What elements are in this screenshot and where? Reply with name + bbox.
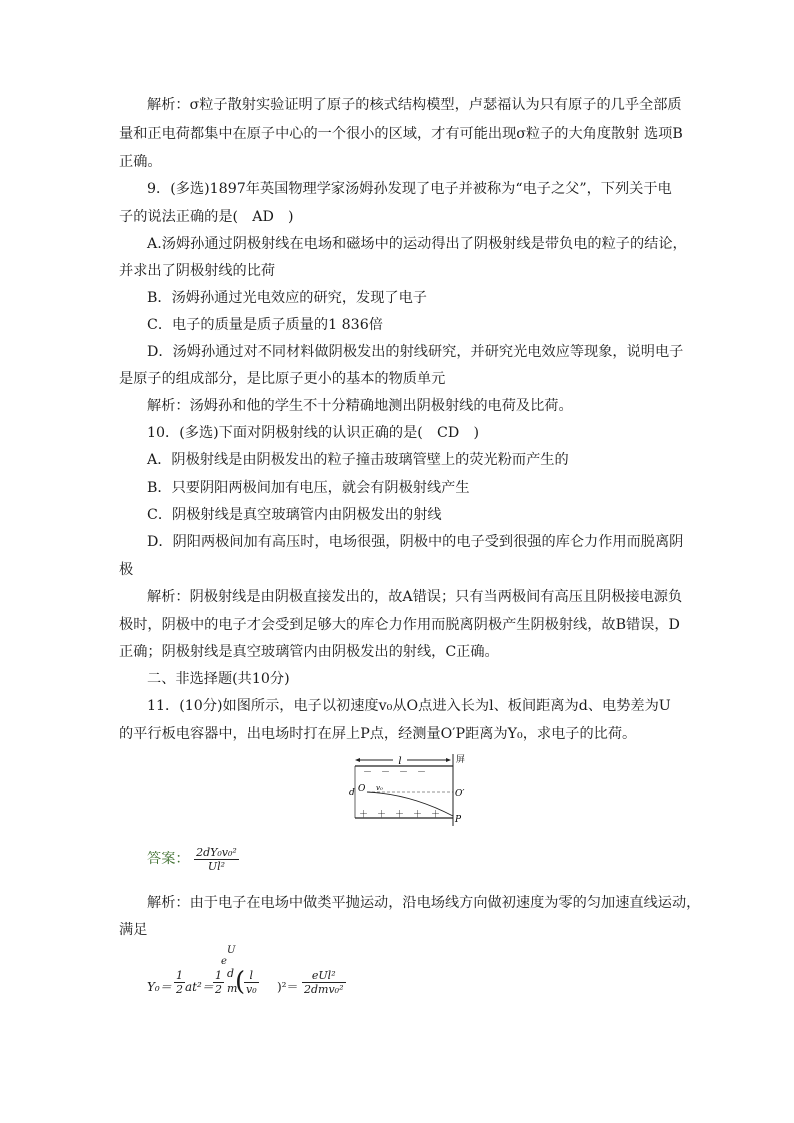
d-label: d (349, 788, 355, 798)
capacitor-diagram (345, 752, 465, 828)
question-9-option-a: A.汤姆孙通过阴极射线在电场和磁场中的运动得出了阴极射线是带负电的粒子的结论， (147, 236, 687, 252)
question-10-stem: 10．(多选)下面对阴极射线的认识正确的是( CD ) (147, 425, 479, 441)
formula-u: U (227, 945, 236, 956)
question-9-option-d: D．汤姆孙通过对不同材料做阴极发出的射线研究，并研究光电效应等现象，说明电子 (147, 344, 684, 360)
formula-half-1: $\frac{1}{2}$ (176, 969, 183, 996)
formula-d: d (227, 967, 235, 980)
answer-block (147, 845, 239, 873)
question-10-option-b: B．只要阴阳两极间加有电压，就会有阴极射线产生 (147, 480, 470, 496)
formula-half-2: $\frac{1}{2}$ (215, 969, 222, 996)
length-label: l (398, 756, 402, 767)
formula-inner-fraction: $\frac{l}{\text{v₀}}$ (246, 969, 257, 996)
formula-open-paren: ( (235, 967, 246, 997)
o-label: O (358, 784, 366, 794)
question-11-stem: 11．(10分)如图所示，电子以初速度v₀从O点进入长为l、板间距离为d、电势差为U (147, 698, 671, 714)
explanation-8-line-1: 解析：σ粒子散射实验证明了原子的核式结构模型，卢瑟福认为只有原子的几乎全部质 (147, 97, 682, 113)
formula-rhs-fraction: eUl² 2dmv₀² (304, 969, 344, 996)
v0-label: v₀ (376, 784, 383, 792)
question-9-stem: 9．(多选)1897年英国物理学家汤姆孙发现了电子并被称为“电子之父”，下列关于电 (147, 181, 672, 197)
question-10-option-d: D．阴阳两极间加有高压时，电场很强，阴极中的电子受到很强的库仑力作用而脱离阴 (147, 534, 684, 550)
formula-e: e (221, 956, 227, 967)
question-10-option-d-cont: 极 (119, 562, 134, 578)
question-9-option-d-cont: 是原子的组成部分，是比原子更小的基本的物质单元 (119, 371, 446, 387)
question-9-option-a-cont: 并求出了阴极射线的比荷 (119, 263, 276, 279)
plus-signs: ＋ ＋ ＋ ＋ ＋ (359, 810, 441, 820)
formula-at2: at²＝ (185, 980, 214, 994)
explanation-10-line-3: 正确；阴极射线是真空玻璃管内由阴极发出的射线，C正确。 (119, 644, 499, 660)
question-9-option-b: B．汤姆孙通过光电效应的研究，发现了电子 (147, 290, 427, 306)
formula-close: )²＝ (277, 980, 299, 994)
explanation-10-line-1: 解析：阴极射线是由阴极直接发出的，故A错误；只有当两极间有高压且阴极接电源负 (147, 589, 683, 605)
question-9-option-c: C．电子的质量是质子质量的1 836倍 (147, 317, 383, 333)
explanation-9: 解析：汤姆孙和他的学生不十分精确地测出阴极射线的电荷及比荷。 (147, 398, 573, 414)
question-10-option-a: A．阴极射线是由阴极发出的粒子撞击玻璃管壁上的荧光粉而产生的 (147, 452, 569, 468)
question-10-option-c: C．阴极射线是真空玻璃管内由阴极发出的射线 (147, 507, 442, 523)
explanation-11-line-1: 解析：由于电子在电场中做类平抛运动，沿电场线方向做初速度为零的匀加速直线运动， (147, 895, 701, 911)
question-9-stem-cont: 子的说法正确的是( AD ) (119, 209, 294, 225)
formula-m: m (227, 982, 238, 995)
formula-lhs: Y₀＝ (147, 980, 172, 994)
o-prime-label: O′ (455, 789, 465, 799)
length-arrow-right (446, 758, 451, 762)
explanation-8-line-2: 量和正电荷都集中在原子中心的一个很小的区域，才有可能出现σ粒子的大角度散射 选项B (119, 126, 683, 142)
p-label: P (455, 815, 462, 825)
explanation-10-line-2: 极时，阴极中的电子才会受到足够大的库仑力作用而脱离阴极产生阴极射线，故B错误，D (119, 617, 680, 633)
explanation-8-line-3: 正确。 (119, 154, 162, 170)
answer-fraction (194, 846, 239, 873)
explanation-11-line-2: 满足 (119, 922, 148, 938)
answer-numerator: 2dY₀v₀² (196, 845, 237, 859)
question-11-stem-cont: 的平行板电容器中，出电场时打在屏上P点，经测量O′P距离为Y₀，求电子的比荷。 (119, 726, 637, 742)
answer-denominator: Ul² (207, 859, 226, 873)
answer-label: 答案： (147, 851, 190, 867)
screen-label: 屏 (456, 755, 465, 765)
formula-block (147, 945, 407, 1009)
minus-signs: － － － － (363, 768, 427, 778)
length-arrow-left (355, 758, 360, 762)
section-heading: 二、非选择题(共10分) (147, 671, 290, 687)
